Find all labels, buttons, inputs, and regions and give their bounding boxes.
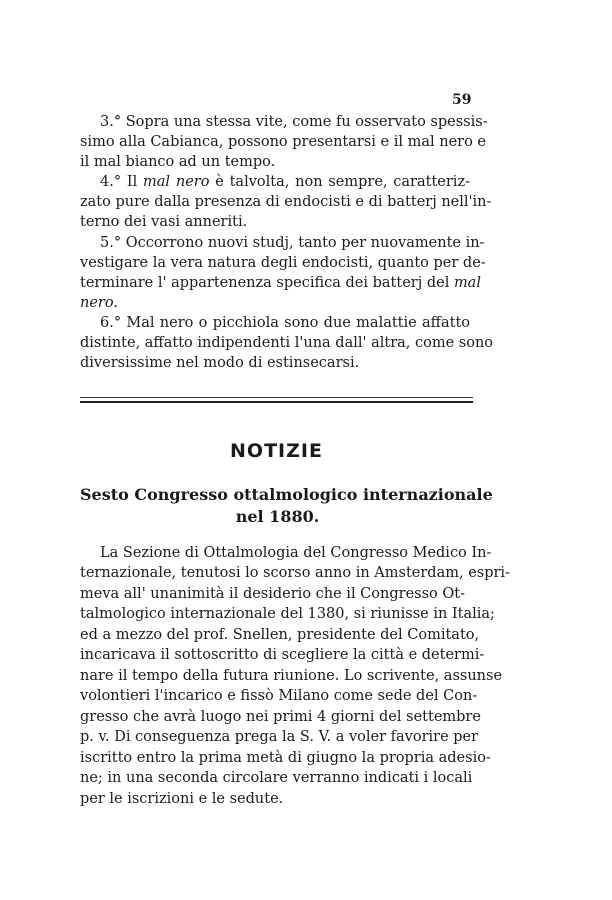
paragraph-5-emphasis: mal [453,275,481,291]
body-line: incaricava il sottoscritto di scegliere la città e determi- [80,647,485,663]
paragraph-5-line [80,293,470,313]
paragraph-6-line: 6.° Mal nero o picchiola sono due malattie affatto [100,315,470,331]
divider-thin-rule [80,397,473,398]
body-line: ed a mezzo del prof. Snellen, presidente del Comitato, [80,627,480,643]
paragraph-5-line [80,273,481,293]
section-divider [80,397,473,403]
paragraph-4-suffix: è talvolta, non sempre, caratteriz- [209,174,470,190]
body-line: iscritto entro la prima metà di giugno la propria adesio- [80,750,491,766]
body-line: gresso che avrà luogo nei primi 4 giorni del settembre [80,709,481,725]
notizie-heading: NOTIZIE [230,440,323,462]
paragraph-4-line: zato pure dalla presenza di endocisti e di batterj nell'in- [80,194,492,210]
paragraph-3-line: simo alla Cabianca, possono presentarsi e il mal nero e [80,134,486,150]
paragraph-5-text: terminare l' appartenenza specifica dei batterj del [80,275,454,291]
divider-thick-rule [80,401,473,403]
paragraph-4-prefix: 4.° Il [100,174,144,190]
body-line: ternazionale, tenutosi lo scorso anno in Amsterdam, espri- [80,565,510,581]
notice-title: Sesto Congresso ottalmologico internazionale [80,485,493,504]
paragraph-5-line: vestigare la vera natura degli endocisti, quanto per de- [80,255,486,271]
body-line: nare il tempo della futura riunione. Lo scrivente, assunse [80,668,503,684]
paragraph-3-line: 3.° Sopra una stessa vite, come fu osservato spessis- [100,114,488,130]
paragraph-5-emphasis-end: nero. [80,295,118,311]
body-line: La Sezione di Ottalmologia del Congresso Medico In- [100,545,492,561]
paragraph-4-emphasis: mal nero [143,174,210,190]
body-line: p. v. Di conseguenza prega la S. V. a voler favorire per [80,729,479,745]
paragraph-6-line: diversissime nel modo di estinsecarsi. [80,355,360,371]
body-line: ne; in una seconda circolare verranno indicati i locali [80,770,473,786]
paragraph-5-line: 5.° Occorrono nuovi studj, tanto per nuovamente in- [100,235,485,251]
body-line: talmologico internazionale del 1380, si riunisse in Italia; [80,606,495,622]
paragraph-4-line [80,172,470,192]
body-line: meva all' unanimità il desiderio che il Congresso Ot- [80,586,465,602]
paragraph-6-line: distinte, affatto indipendenti l'una dall' altra, come sono [80,335,494,351]
body-line: per le iscrizioni e le sedute. [80,791,284,807]
paragraph-3-line: il mal bianco ad un tempo. [80,154,276,170]
paragraph-4-line: terno dei vasi anneriti. [80,214,248,230]
notice-title: nel 1880. [235,507,320,526]
body-line: volontieri l'incarico e fissò Milano come sede del Con- [80,688,478,704]
page-number: 59 [452,92,472,108]
